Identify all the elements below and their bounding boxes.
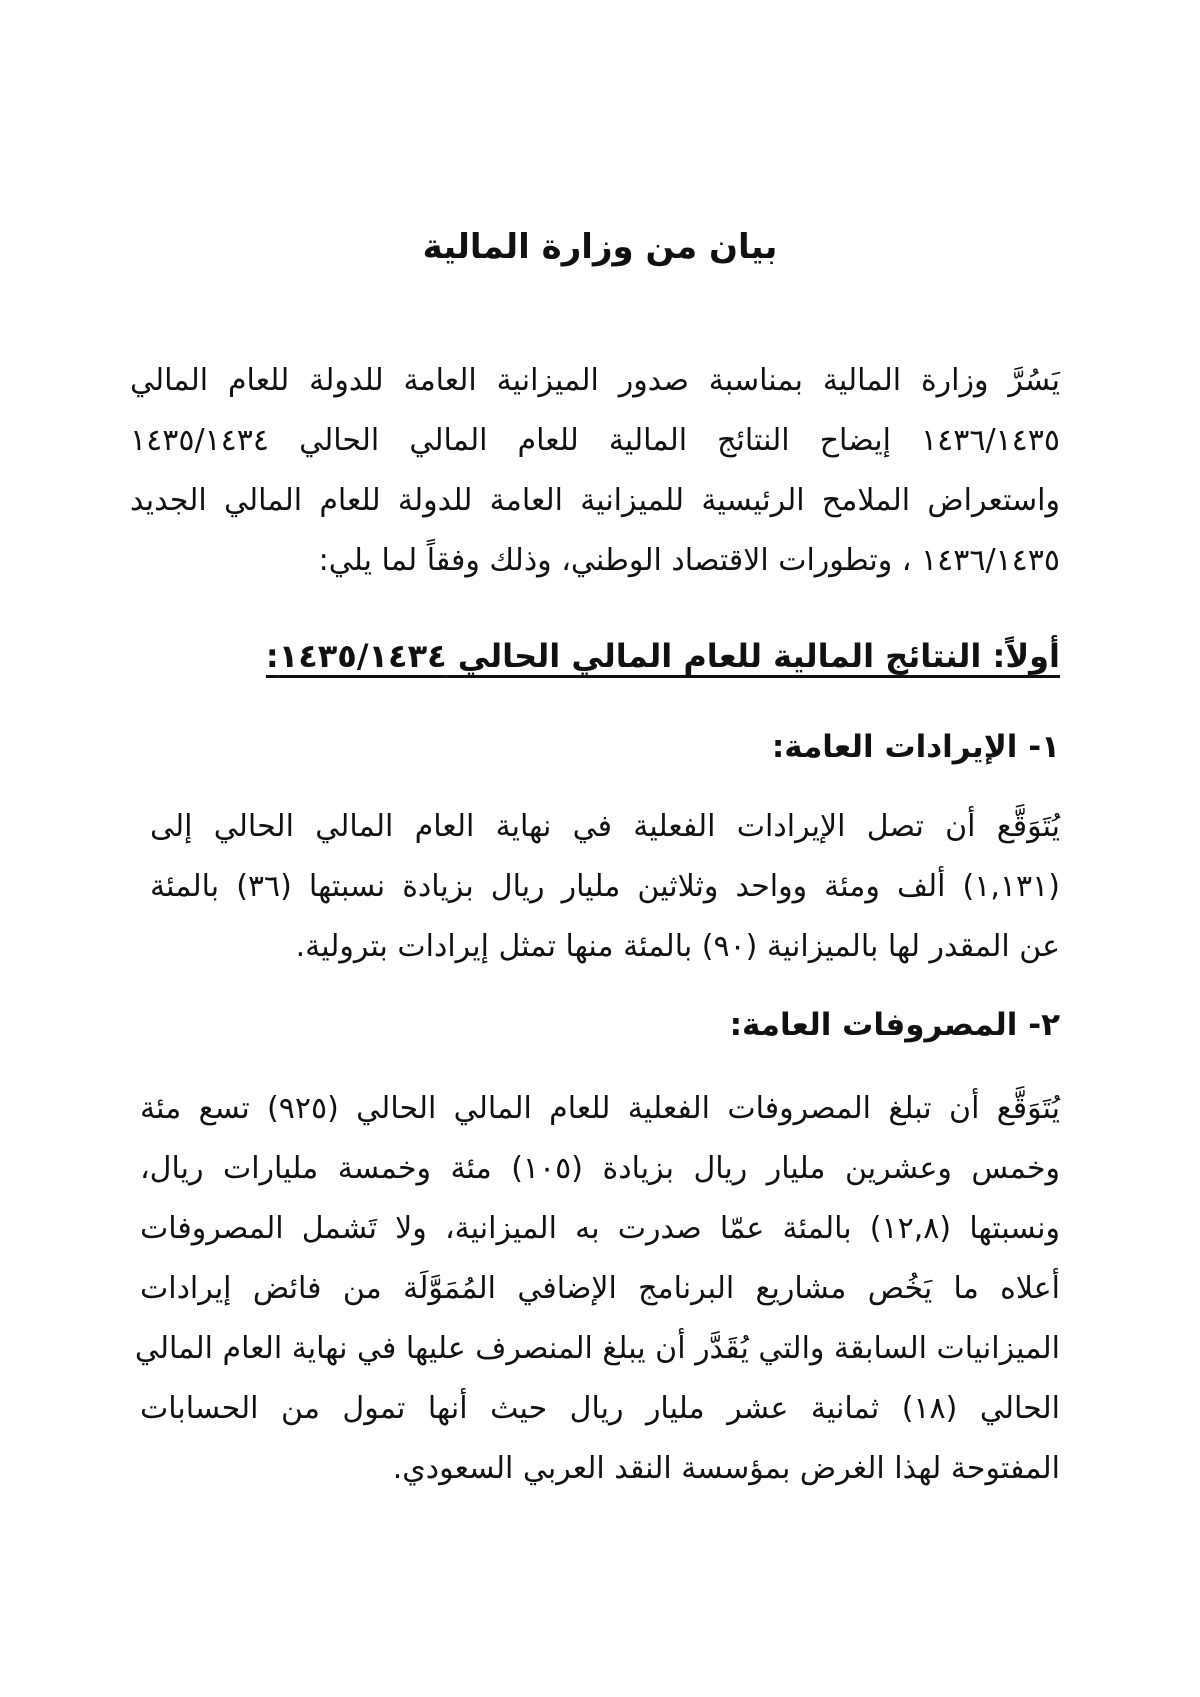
expenses-line: الميزانيات السابقة والتي يُقَدَّر أن يبلغ المنصرف عليها في نهاية العام المالي <box>134 1331 1060 1366</box>
expenses-line: وخمس وعشرين مليار ريال بزيادة (١٠٥) مئة وخمسة مليارات ريال، <box>140 1151 1060 1186</box>
expenses-line: الحالي (١٨) ثمانية عشر مليار ريال حيث أنها تمول من الحسابات <box>140 1391 1060 1426</box>
revenue-paragraph <box>150 797 1060 977</box>
subheading-expenses: ٢- المصروفات العامة: <box>729 1007 1060 1043</box>
expenses-line: ونسبتها (١٢,٨) بالمئة عمّا صدرت به الميزانية، ولا تَشمل المصروفات <box>140 1211 1060 1246</box>
document-title: بيان من وزارة المالية <box>422 227 778 267</box>
revenue-line: عن المقدر لها بالميزانية (٩٠) بالمئة منها تمثل إيرادات بترولية. <box>295 929 1060 964</box>
expenses-line: أعلاه ما يَخُص مشاريع البرنامج الإضافي المُمَوَّلَة من فائض إيرادات <box>140 1271 1060 1306</box>
expenses-line: المفتوحة لهذا الغرض بمؤسسة النقد العربي السعودي. <box>392 1451 1060 1486</box>
section-heading-results: أولاً: النتائج المالية للعام المالي الحالي ١٤٣٥/١٤٣٤: <box>265 637 1060 675</box>
subheading-revenue: ١- الإيرادات العامة: <box>771 729 1060 765</box>
revenue-line: يُتَوَقَّع أن تصل الإيرادات الفعلية في نهاية العام المالي الحالي إلى <box>150 809 1060 844</box>
intro-line: ١٤٣٦/١٤٣٥ ، وتطورات الاقتصاد الوطني، وذلك وفقاً لما يلي: <box>318 543 1060 578</box>
expenses-paragraph <box>134 1079 1060 1499</box>
expenses-line: يُتَوَقَّع أن تبلغ المصروفات الفعلية للعام المالي الحالي (٩٢٥) تسع مئة <box>140 1091 1060 1126</box>
revenue-line: (١,١٣١) ألف ومئة وواحد وثلاثين مليار ريال بزيادة نسبتها (٣٦) بالمئة <box>150 869 1060 904</box>
intro-line: ١٤٣٦/١٤٣٥ إيضاح النتائج المالية للعام المالي الحالي ١٤٣٥/١٤٣٤ <box>130 423 1060 458</box>
intro-line: واستعراض الملامح الرئيسية للميزانية العامة للدولة للعام المالي الجديد <box>130 483 1060 518</box>
intro-line: يَسُرَّ وزارة المالية بمناسبة صدور الميزانية العامة للدولة للعام المالي <box>130 363 1060 398</box>
intro-paragraph <box>130 351 1060 591</box>
